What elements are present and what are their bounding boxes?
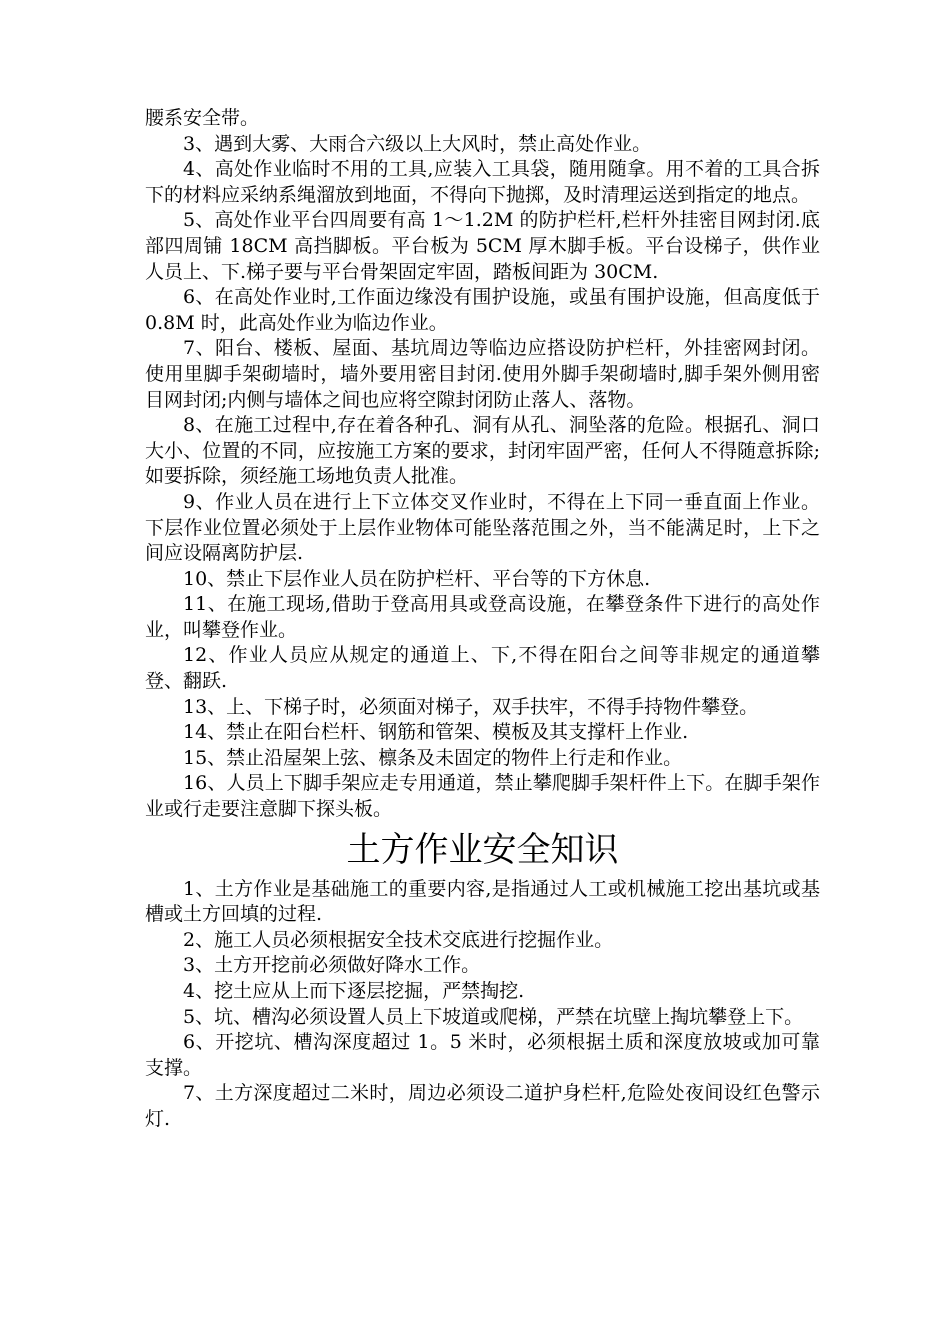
paragraph-item-5: 5、高处作业平台四周要有高 1～1.2M 的防护栏杆,栏杆外挂密目网封闭.底部四周铺 18CM 高挡脚板。平台板为 5CM 厚木脚手板。平台设梯子，供作业人员上、下.梯子要与平台骨架固定牢固，踏板间距为 30CM.: [145, 209, 820, 283]
earthwork-item-7: 7、土方深度超过二米时，周边必须设二道护身栏杆,危险处夜间设红色警示灯.: [145, 1082, 820, 1130]
earthwork-item-5: 5、坑、槽沟必须设置人员上下坡道或爬梯，严禁在坑壁上掏坑攀登上下。: [183, 1005, 804, 1028]
earthwork-item-3: 3、土方开挖前必须做好降水工作。: [183, 954, 481, 977]
paragraph-item-10: 10、禁止下层作业人员在防护栏杆、平台等的下方休息.: [183, 567, 651, 590]
paragraph-item-3: 3、遇到大雾、大雨合六级以上大风时，禁止高处作业。: [183, 132, 652, 155]
paragraph-item-12: 12、作业人员应从规定的通道上、下,不得在阳台之间等非规定的通道攀登、翻跃.: [145, 644, 820, 693]
document-page: [145, 106, 820, 1133]
paragraph-item-16: 16、人员上下脚手架应走专用通道，禁止攀爬脚手架杆件上下。在脚手架作业或行走要注意脚下探头板。: [145, 772, 820, 821]
paragraph-item-7: 7、阳台、楼板、屋面、基坑周边等临边应搭设防护栏杆，外挂密网封闭。使用里脚手架砌墙时，墙外要用密目封闭.使用外脚手架砌墙时,脚手架外侧用密目网封闭;内侧与墙体之间也应将空隙封闭防止落人、落物。: [145, 337, 820, 411]
earthwork-item-4: 4、挖土应从上而下逐层挖掘，严禁掏挖.: [183, 980, 525, 1002]
earthwork-item-1: 1、土方作业是基础施工的重要内容,是指通过人工或机械施工挖出基坑或基槽或土方回填的过程.: [145, 877, 820, 926]
paragraph-item-9: 9、作业人员在进行上下立体交叉作业时，不得在上下同一垂直面上作业。下层作业位置必须处于上层作业物体可能坠落范围之外，当不能满足时，上下之间应设隔离防护层.: [145, 490, 820, 565]
paragraph-item-8: 8、在施工过程中,存在着各种孔、洞有从孔、洞坠落的危险。根据孔、洞口大小、位置的不同，应按施工方案的要求，封闭牢固严密，任何人不得随意拆除;如要拆除，须经施工场地负责人批准。: [145, 414, 820, 488]
paragraph-continuation: 腰系安全带。: [145, 107, 260, 129]
paragraph-item-14: 14、禁止在阳台栏杆、钢筋和管架、模板及其支撑杆上作业.: [183, 721, 689, 744]
earthwork-item-2: 2、施工人员必须根据安全技术交底进行挖掘作业。: [183, 928, 614, 951]
paragraph-item-11: 11、在施工现场,借助于登高用具或登高设施，在攀登条件下进行的高处作业，叫攀登作业。: [145, 593, 820, 641]
paragraph-item-6: 6、在高处作业时,工作面边缘没有围护设施，或虽有围护设施，但高度低于 0.8M 时，此高处作业为临边作业。: [145, 286, 820, 334]
section-title: 土方作业安全知识: [346, 829, 619, 870]
paragraph-item-15: 15、禁止沿屋架上弦、檩条及未固定的物件上行走和作业。: [183, 746, 683, 769]
paragraph-item-13: 13、上、下梯子时，必须面对梯子，双手扶牢，不得手持物件攀登。: [183, 695, 759, 718]
paragraph-item-4: 4、高处作业临时不用的工具,应装入工具袋，随用随拿。用不着的工具合拆下的材料应采纳系绳溜放到地面，不得向下抛掷，及时清理运送到指定的地点。: [145, 158, 820, 206]
earthwork-item-6: 6、开挖坑、槽沟深度超过 1。5 米时，必须根据土质和深度放坡或加可靠支撑。: [145, 1031, 820, 1079]
